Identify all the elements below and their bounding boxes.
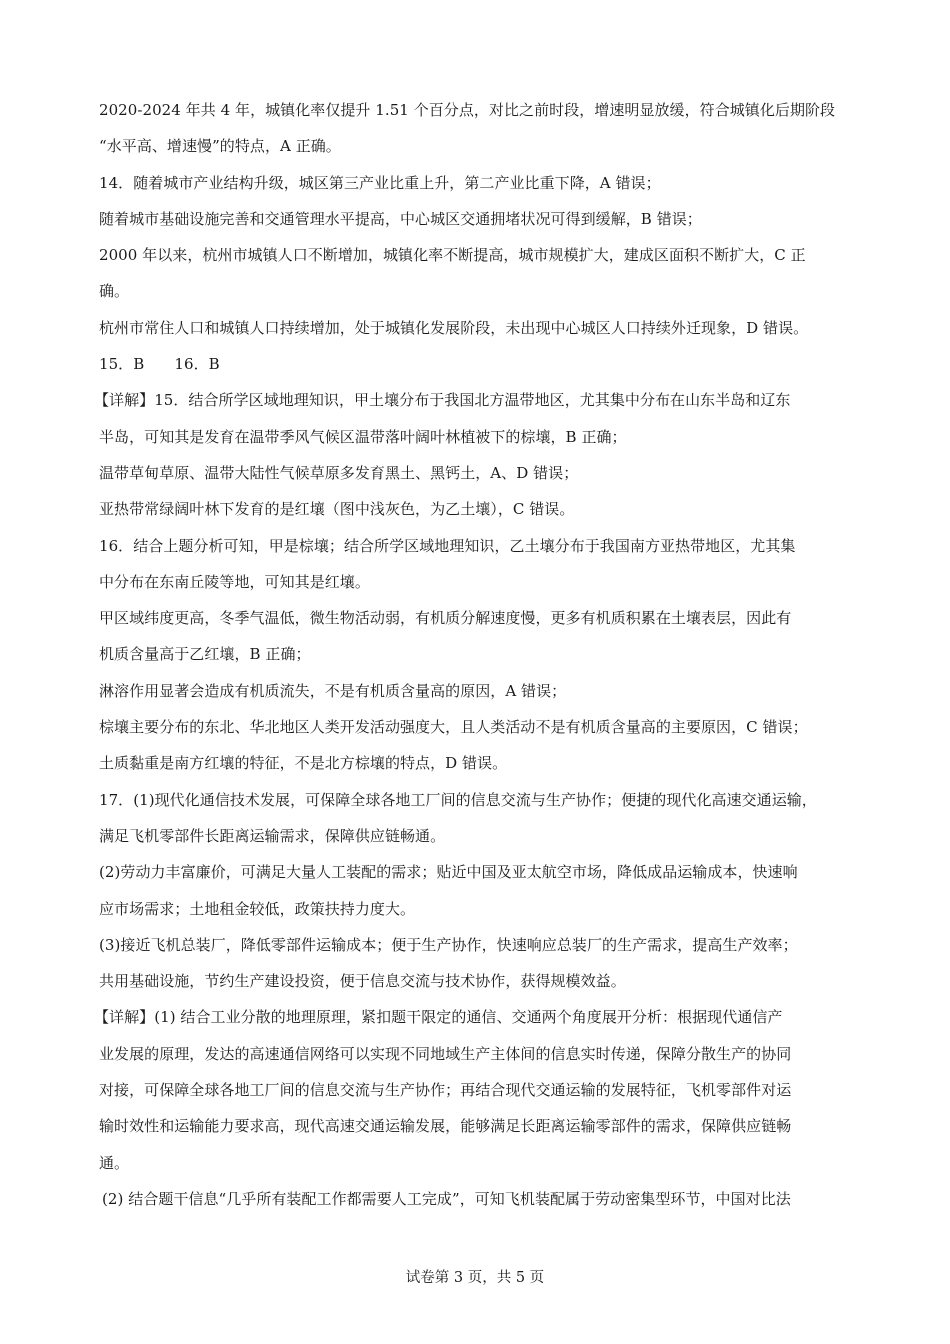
text-line: “水平高、增速慢”的特点，A 正确。 xyxy=(99,137,341,156)
text-line: (3)接近飞机总装厂，降低零部件运输成本；便于生产协作，快速响应总装厂的生产需求，提高生产效率； xyxy=(99,935,798,954)
text-line: 共用基础设施，节约生产建设投资，便于信息交流与技术协作，获得规模效益。 xyxy=(99,972,626,991)
text-line: 通。 xyxy=(99,1153,130,1172)
text-line: 淋溶作用显著会造成有机质流失，不是有机质含量高的原因，A 错误； xyxy=(99,681,567,700)
text-line: (2) 结合题干信息“几乎所有装配工作都需要人工完成”，可知飞机装配属于劳动密集型环节，中国对比法 xyxy=(102,1189,791,1208)
text-line: 确。 xyxy=(99,282,130,301)
answer-text-body xyxy=(94,92,859,1217)
text-line: 杭州市常住人口和城镇人口持续增加，处于城镇化发展阶段，未出现中心城区人口持续外迁现象，D 错误。 xyxy=(99,318,809,337)
text-line: 土质黏重是南方红壤的特征，不是北方棕壤的特点，D 错误。 xyxy=(99,754,508,773)
answer-key-line: 15．B 16．B xyxy=(99,355,220,374)
text-line: 中分布在东南丘陵等地，可知其是红壤。 xyxy=(99,572,370,591)
text-line: 2000 年以来，杭州市城镇人口不断增加，城镇化率不断提高，城市规模扩大，建成区面积不断扩大，C 正 xyxy=(99,246,806,265)
text-line: 16．结合上题分析可知，甲是棕壤；结合所学区域地理知识，乙土壤分布于我国南方亚热带地区，尤其集 xyxy=(99,536,796,555)
page-footer: 试卷第 3 页，共 5 页 xyxy=(405,1270,545,1286)
text-line: 棕壤主要分布的东北、华北地区人类开发活动强度大，且人类活动不是有机质含量高的主要原因，C 错误； xyxy=(99,718,808,737)
text-line: 甲区域纬度更高，冬季气温低，微生物活动弱，有机质分解速度慢，更多有机质积累在土壤表层，因此有 xyxy=(99,609,792,628)
text-line: 输时效性和运输能力要求高，现代高速交通运输发展，能够满足长距离运输零部件的需求，保障供应链畅 xyxy=(99,1117,792,1136)
text-line: 应市场需求；土地租金较低，政策扶持力度大。 xyxy=(99,899,416,918)
explanation-heading-line: 【详解】15．结合所学区域地理知识，甲土壤分布于我国北方温带地区，尤其集中分布在山东半岛和辽东 xyxy=(94,391,791,410)
text-line: 机质含量高于乙红壤，B 正确； xyxy=(99,645,311,664)
text-line: 亚热带常绿阔叶林下发育的是红壤（图中浅灰色，为乙土壤），C 错误。 xyxy=(99,500,575,519)
text-line: 半岛，可知其是发育在温带季风气候区温带落叶阔叶林植被下的棕壤，B 正确； xyxy=(99,427,627,446)
explanation-heading-line: 【详解】(1) 结合工业分散的地理原理，紧扣题干限定的通信、交通两个角度展开分析：根据现代通信产 xyxy=(94,1008,783,1027)
text-line: 温带草甸草原、温带大陆性气候草原多发育黑土、黑钙土，A、D 错误； xyxy=(99,463,579,482)
text-line: 14．随着城市产业结构升级，城区第三产业比重上升，第二产业比重下降，A 错误； xyxy=(99,173,661,192)
text-line: 对接，可保障全球各地工厂间的信息交流与生产协作；再结合现代交通运输的发展特征，飞机零部件对运 xyxy=(99,1081,792,1100)
text-line: (2)劳动力丰富廉价，可满足大量人工装配的需求；贴近中国及亚太航空市场，降低成品运输成本，快速响 xyxy=(99,863,798,882)
text-line: 满足飞机零部件长距离运输需求，保障供应链畅通。 xyxy=(99,826,446,845)
text-line: 随着城市基础设施完善和交通管理水平提高，中心城区交通拥堵状况可得到缓解，B 错误； xyxy=(99,209,702,228)
text-line: 2020-2024 年共 4 年，城镇化率仅提升 1.51 个百分点，对比之前时段，增速明显放缓，符合城镇化后期阶段 xyxy=(99,101,836,119)
text-line: 业发展的原理，发达的高速通信网络可以实现不同地域生产主体间的信息实时传递，保障分散生产的协同 xyxy=(99,1044,792,1063)
text-line: 17．(1)现代化通信技术发展，可保障全球各地工厂间的信息交流与生产协作；便捷的现代化高速交通运输， xyxy=(99,790,817,809)
